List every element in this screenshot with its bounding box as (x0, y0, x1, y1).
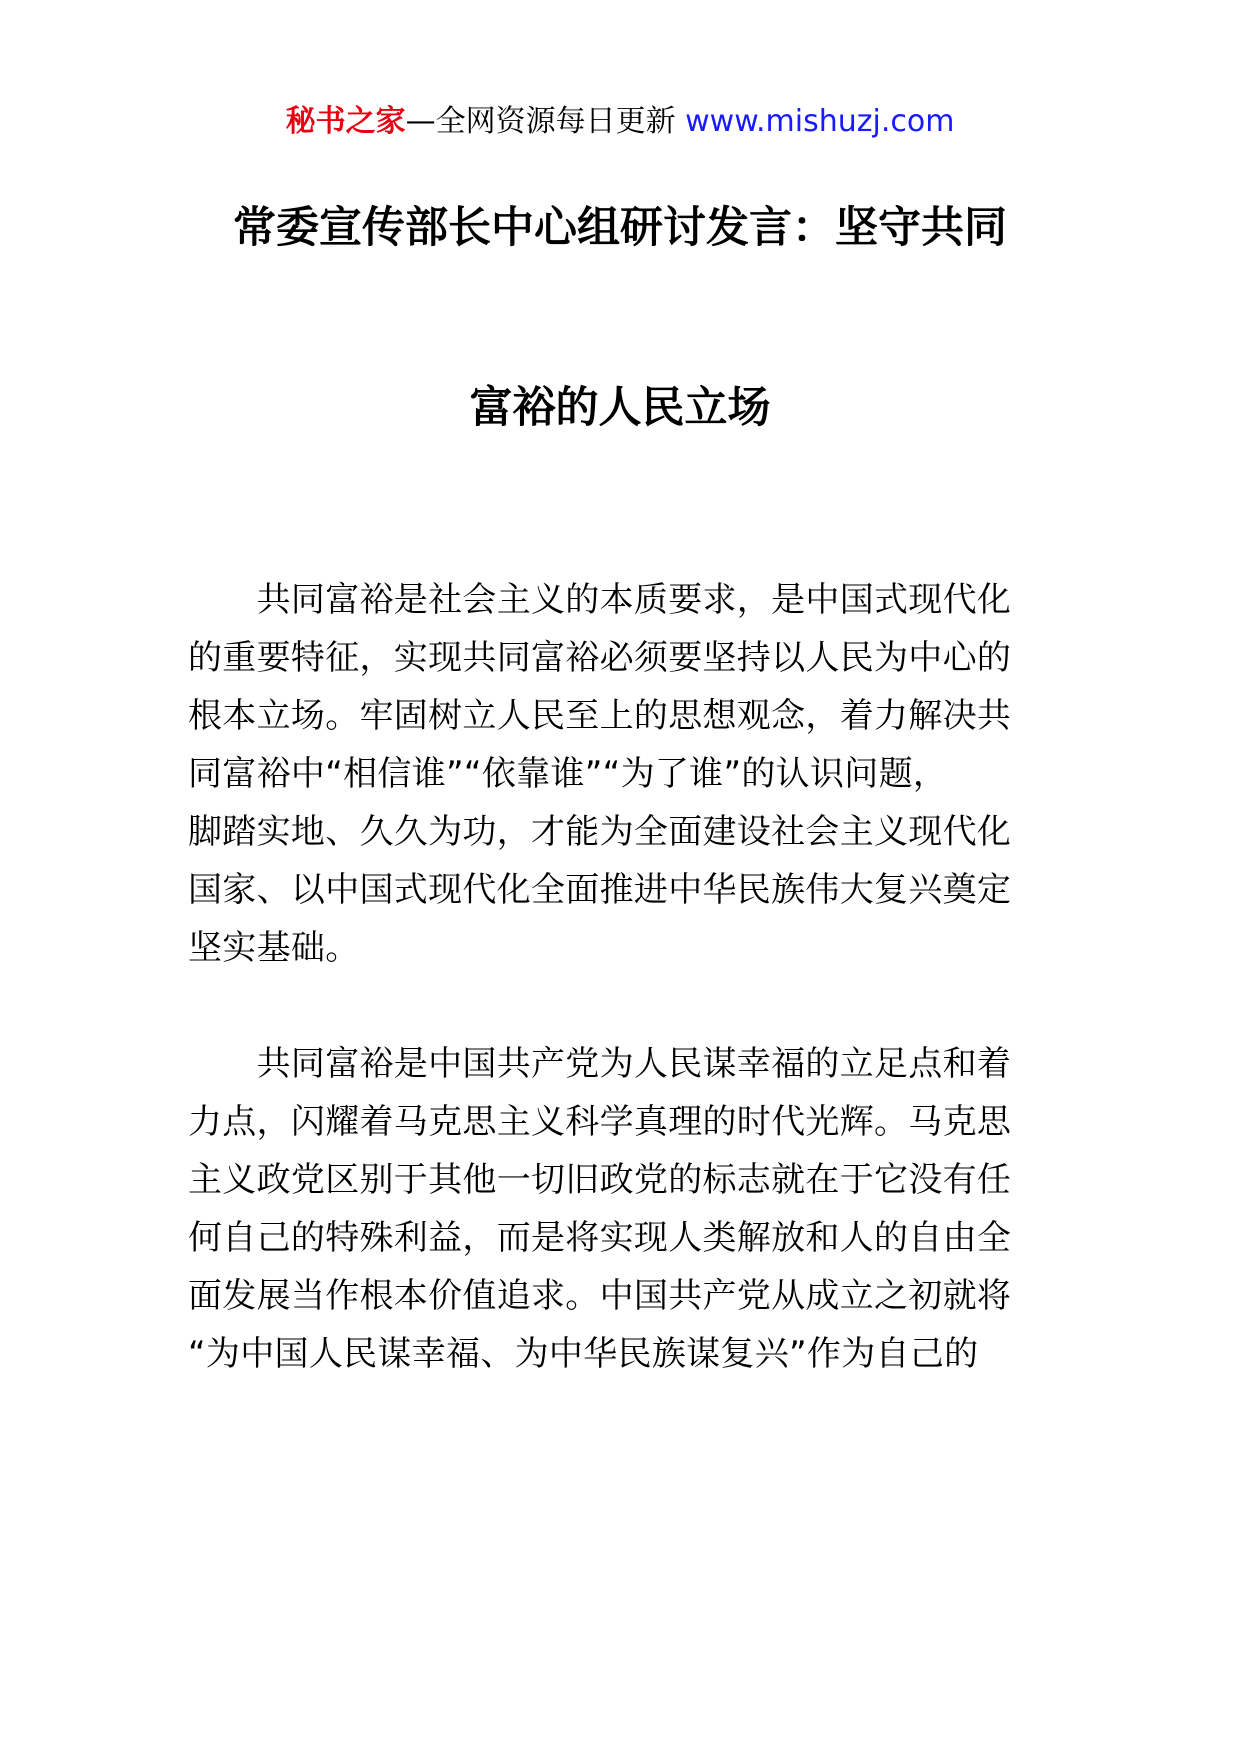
paragraph-line: 何自己的特殊利益，而是将实现人类解放和人的自由全 (188, 1218, 1012, 1258)
document-title-line-1: 常委宣传部长中心组研讨发言：坚守共同 (233, 203, 1007, 253)
document-title-line-2: 富裕的人民立场 (469, 383, 771, 433)
paragraph-line: 面发展当作根本价值追求。中国共产党从成立之初就将 (188, 1276, 1012, 1316)
paragraph-line: 的重要特征，实现共同富裕必须要坚持以人民为中心的 (188, 638, 1012, 678)
paragraph-line: 根本立场。牢固树立人民至上的思想观念，着力解决共 (188, 696, 1012, 736)
paragraph-line: 坚实基础。 (188, 928, 360, 968)
paragraph-line: 国家、以中国式现代化全面推进中华民族伟大复兴奠定 (188, 870, 1012, 910)
paragraph-line: 共同富裕是社会主义的本质要求，是中国式现代化 (188, 580, 1012, 620)
paragraph-line: 主义政党区别于其他一切旧政党的标志就在于它没有任 (188, 1160, 1012, 1200)
site-header (0, 100, 1240, 144)
paragraph-line: 脚踏实地、久久为功，才能为全面建设社会主义现代化 (188, 812, 1012, 852)
paragraph-line: 同富裕中“相信谁”“依靠谁”“为了谁”的认识问题， (188, 754, 948, 794)
site-tagline: —全网资源每日更新 (405, 104, 676, 139)
paragraph-line: 共同富裕是中国共产党为人民谋幸福的立足点和着 (188, 1044, 1012, 1084)
paragraph-line: 力点，闪耀着马克思主义科学真理的时代光辉。马克思 (188, 1102, 1012, 1142)
site-brand: 秘书之家 (285, 104, 406, 139)
paragraph-line: “为中国人民谋幸福、为中华民族谋复兴”作为自己的 (188, 1334, 979, 1374)
site-url-link[interactable]: www.mishuzj.com (685, 104, 955, 139)
